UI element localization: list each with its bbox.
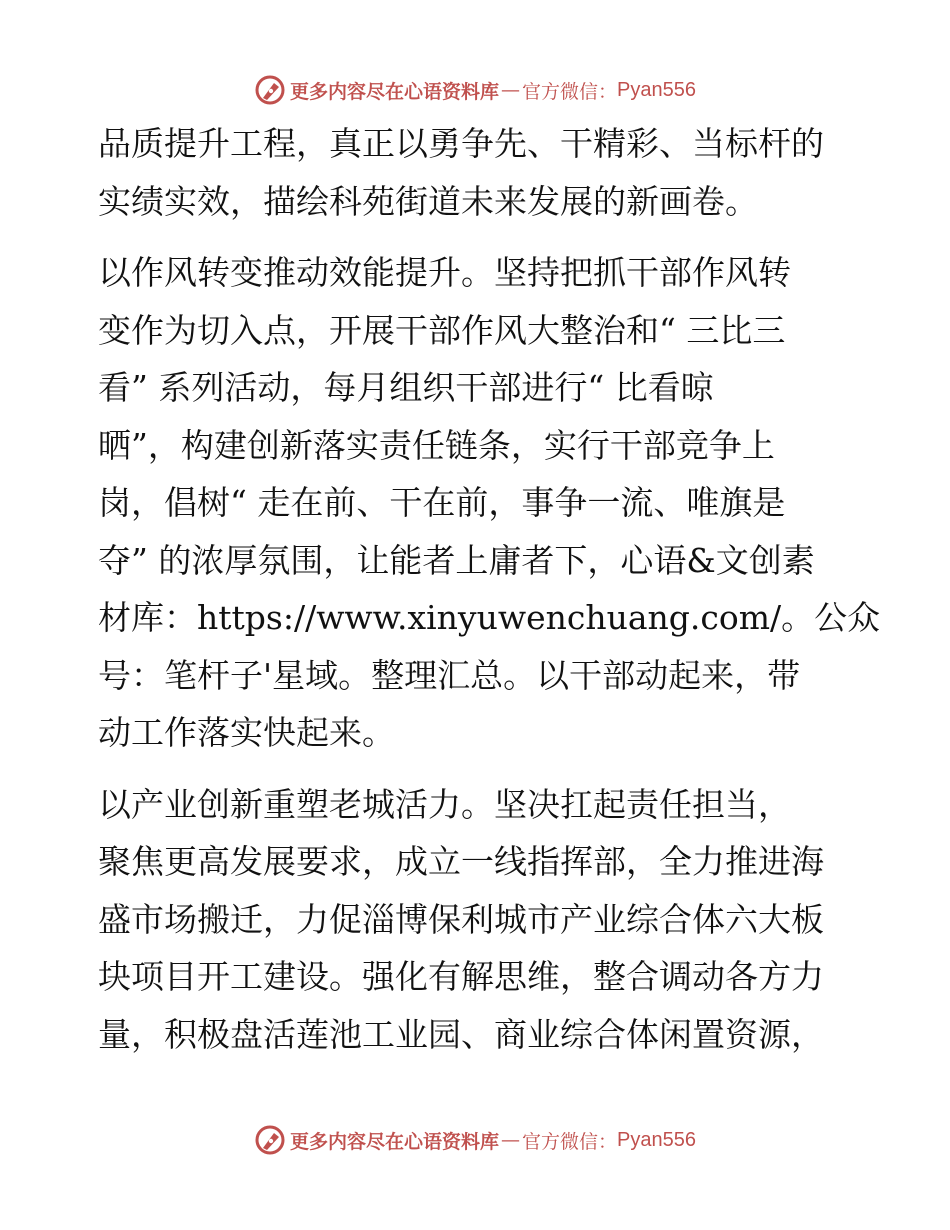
text-line: 材库：https://www.xinyuwenchuang.com/。公众 (98, 598, 881, 637)
watermark-dash: — (501, 1129, 521, 1151)
text-line: 夺” 的浓厚氛围，让能者上庸者下，心语&文创素 (98, 540, 815, 580)
text-line: 实绩实效，描绘科苑街道未来发展的新画卷。 (98, 181, 758, 221)
text-line: 岗，倡树“ 走在前、干在前，事争一流、唯旗是 (98, 483, 786, 522)
watermark-site-text: 更多内容尽在心语资料库 (290, 1130, 500, 1153)
watermark-dash: — (501, 79, 521, 101)
watermark-contact-id: Pyan556 (617, 78, 696, 101)
text-line: 晒”，构建创新落实责任链条，实行干部竞争上 (98, 425, 775, 465)
watermark-contact-label: 官方微信： (522, 1130, 618, 1153)
text-line: 以产业创新重塑老城活力。坚决扛起责任担当， (98, 784, 791, 824)
text-line: 盛市场搬迁，力促淄博保利城市产业综合体六大板 (98, 899, 824, 939)
text-line: 号：笔杆子'星域。整理汇总。以干部动起来，带 (98, 655, 801, 695)
watermark-contact-label: 官方微信： (522, 80, 618, 103)
text-line: 以作风转变推动效能提升。坚持把抓干部作风转 (98, 253, 791, 292)
paragraph (98, 115, 858, 230)
document-body (98, 115, 881, 1063)
footer-watermark (0, 1123, 950, 1157)
text-line: 量，积极盘活莲池工业园、商业综合体闲置资源， (98, 1014, 824, 1054)
text-line: 块项目开工建设。强化有解思维，整合调动各方力 (98, 957, 824, 996)
paragraph (98, 244, 881, 762)
text-line: 看” 系列活动，每月组织干部进行“ 比看晾 (98, 368, 714, 407)
watermark-site-text: 更多内容尽在心语资料库 (290, 80, 500, 103)
text-line: 聚焦更高发展要求，成立一线指挥部，全力推进海 (98, 842, 824, 881)
pen-nib-circle-icon (254, 1124, 286, 1156)
text-line: 变作为切入点，开展干部作风大整治和“ 三比三 (98, 310, 786, 350)
text-line: 动工作落实快起来。 (98, 713, 395, 752)
pen-nib-circle-icon (254, 74, 286, 106)
paragraph (98, 776, 858, 1064)
header-watermark (0, 73, 950, 107)
text-line: 品质提升工程，真正以勇争先、干精彩、当标杆的 (98, 124, 824, 163)
watermark-contact-id: Pyan556 (617, 1128, 696, 1151)
